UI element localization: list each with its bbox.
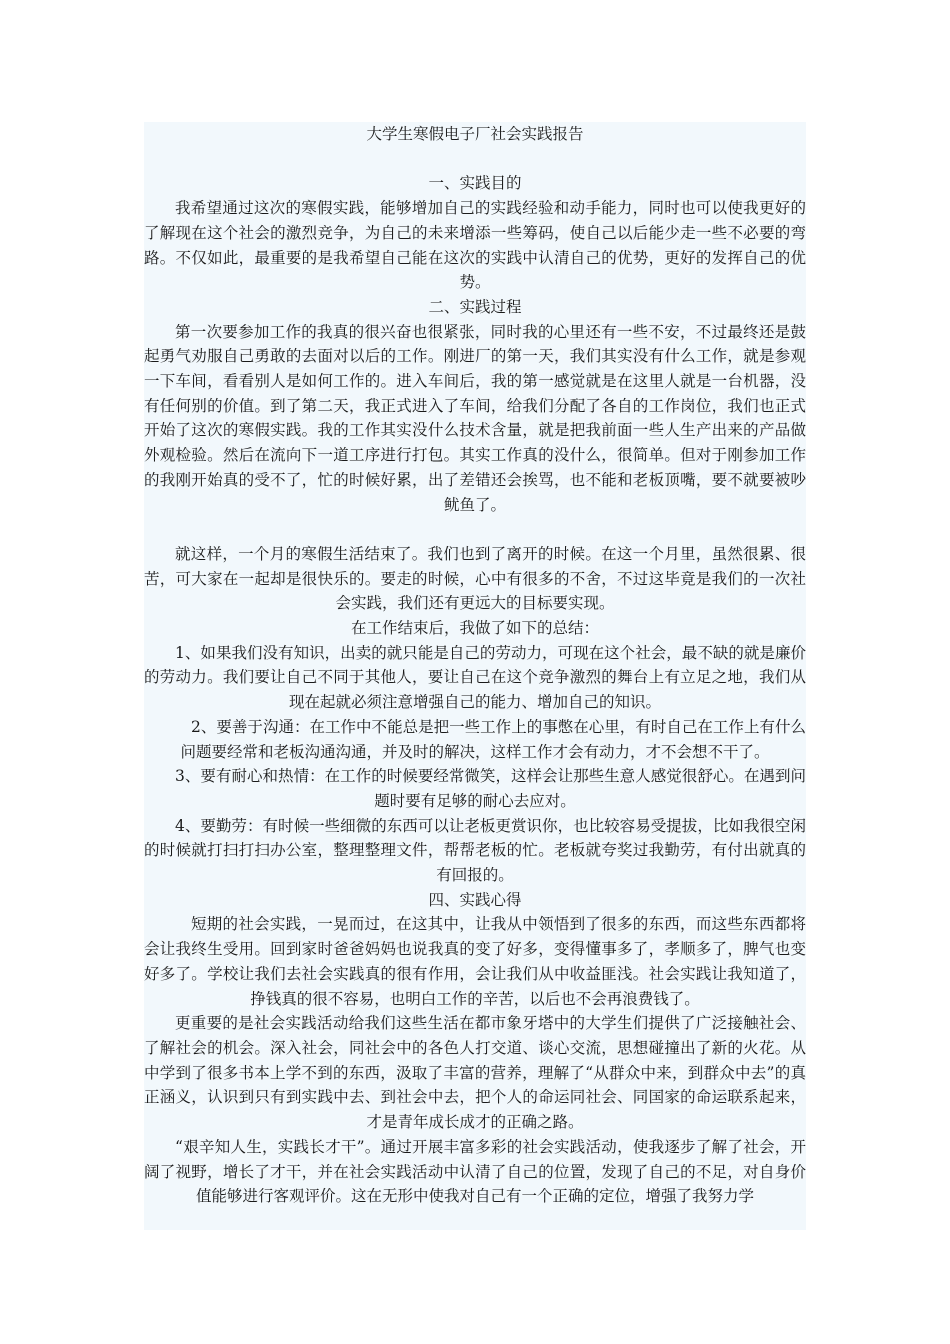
paragraph-reflection-1: 短期的社会实践，一晃而过，在这其中，让我从中领悟到了很多的东西，而这些东西都将会让我终生受用。回到家时爸爸妈妈也说我真的变了好多，变得懂事多了，孝顺多了，脾气也变好多了。学校让我们去社会实践真的很有作用，会让我们从中收益匪浅。社会实践让我知道了，挣钱真的很不容易，也明白工作的辛苦，以后也不会再浪费钱了。 [144,915,806,1008]
report-body [144,122,806,1230]
summary-item-3: 3、要有耐心和热情：在工作的时候要经常微笑，这样会让那些生意人感觉很舒心。在遇到问题时要有足够的耐心去应对。 [175,767,806,810]
summary-item-2: 2、要善于沟通：在工作中不能总是把一些工作上的事憋在心里，有时自己在工作上有什么问题要经常和老板沟通沟通，并及时的解决，这样工作才会有动力，才不会想不干了。 [180,717,806,761]
section-heading-purpose: 一、实践目的 [428,174,522,193]
summary-intro: 在工作结束后，我做了如下的总结： [350,619,599,638]
paragraph-purpose: 我希望通过这次的寒假实践，能够增加自己的实践经验和动手能力，同时也可以使我更好的了解现在这个社会的激烈竞争，为自己的未来增添一些筹码，使自己以后能少走一些不必要的弯路。不仅如此，最重要的是我希望自己能在这次的实践中认清自己的优势，更好的发挥自己的优势。 [144,199,806,292]
paragraph-process: 第一次要参加工作的我真的很兴奋也很紧张，同时我的心里还有一些不安，不过最终还是鼓起勇气劝服自己勇敢的去面对以后的工作。刚进厂的第一天，我们其实没有什么工作，就是参观一下车间，看看别人是如何工作的。进入车间后，我的第一感觉就是在这里人就是一台机器，没有任何别的价值。到了第二天，我正式进入了车间，给我们分配了各自的工作岗位，我们也正式开始了这次的寒假实践。我的工作其实没什么技术含量，就是把我前面一些人生产出来的产品做外观检验。然后在流向下一道工序进行打包。其实工作真的没什么，很简单。但对于刚参加工作的我刚开始真的受不了，忙的时候好累，出了差错还会挨骂，也不能和老板顶嘴，要不就要被吵鱿鱼了。 [144,322,806,514]
paragraph-reflection-3: “艰辛知人生，实践长才干”。通过开展丰富多彩的社会实践活动，使我逐步了解了社会，开阔了视野，增长了才干，并在社会实践活动中认清了自己的位置，发现了自己的不足，对自身价值能够进行客观评价。这在无形中使我对自己有一个正确的定位，增强了我努力学 [144,1137,806,1206]
section-heading-process: 二、实践过程 [428,297,522,316]
section-heading-reflection: 四、实践心得 [428,890,522,909]
summary-item-1: 1、如果我们没有知识，出卖的就只能是自己的劳动力，可现在这个社会，最不缺的就是廉价的劳动力。我们要让自己不同于其他人，要让自己在这个竞争激烈的舞台上有立足之地，我们从现在起就必须注意增强自己的能力、增加自己的知识。 [144,643,806,712]
paragraph-reflection-2: 更重要的是社会实践活动给我们这些生活在都市象牙塔中的大学生们提供了广泛接触社会、了解社会的机会。深入社会，同社会中的各色人打交道、谈心交流，思想碰撞出了新的火花。从中学到了很多书本上学不到的东西，汲取了丰富的营养，理解了“从群众中来，到群众中去”的真正涵义，认识到只有到实践中去、到社会中去，把个人的命运同社会、同国家的命运联系起来，才是青年成长成才的正确之路。 [144,1014,806,1132]
report-title: 大学生寒假电子厂社会实践报告 [366,125,584,143]
blank-line [144,517,806,542]
summary-item-4: 4、要勤劳：有时候一些细微的东西可以让老板更赏识你，也比较容易受提拔，比如我很空闲的时候就打扫打扫办公室，整理整理文件，帮帮老板的忙。老板就夸奖过我勤劳，有付出就真的有回报的。 [144,816,806,885]
paragraph-ending: 就这样，一个月的寒假生活结束了。我们也到了离开的时候。在这一个月里，虽然很累、很苦，可大家在一起却是很快乐的。要走的时候，心中有很多的不舍，不过这毕竟是我们的一次社会实践，我们还有更远大的目标要实现。 [144,544,806,613]
